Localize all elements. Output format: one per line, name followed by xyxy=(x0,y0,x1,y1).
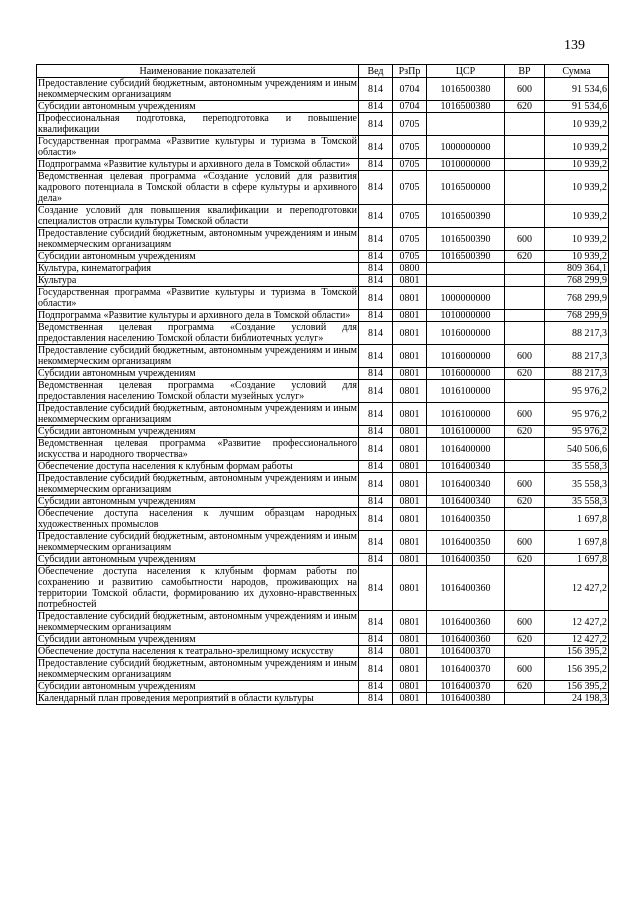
row-ved-cell: 814 xyxy=(359,426,393,438)
row-csr-cell: 1016500390 xyxy=(427,205,505,228)
row-sum-cell: 10 939,2 xyxy=(545,136,609,159)
page-number: 139 xyxy=(564,38,585,53)
row-sum-cell: 95 976,2 xyxy=(545,426,609,438)
row-name-cell: Календарный план проведения мероприятий в области культуры xyxy=(37,693,359,705)
table-row xyxy=(37,693,609,705)
column-header-rzpr: РзПр xyxy=(393,65,427,78)
row-csr-cell xyxy=(427,263,505,275)
row-name-cell: Предоставление субсидий бюджетным, автономным учреждениям и иным некоммерческим организациям xyxy=(38,473,357,495)
row-sum-cell: 35 558,3 xyxy=(545,496,609,508)
row-name-cell: Субсидии автономным учреждениям xyxy=(37,426,359,438)
row-sum-cell: 88 217,3 xyxy=(545,368,609,380)
row-csr-cell: 1016400340 xyxy=(427,473,505,496)
row-name-cell: Предоставление субсидий бюджетным, автономным учреждениям и иным некоммерческим организациям xyxy=(38,403,357,425)
table-row xyxy=(37,461,609,473)
row-name-cell: Субсидии автономным учреждениям xyxy=(37,101,359,113)
row-sum-cell: 12 427,2 xyxy=(545,634,609,646)
row-sum-cell: 10 939,2 xyxy=(545,171,609,205)
row-csr-cell: 1000000000 xyxy=(427,136,505,159)
row-rzpr-cell: 0801 xyxy=(393,322,427,345)
row-ved-cell: 814 xyxy=(359,438,393,461)
row-ved-cell: 814 xyxy=(359,380,393,403)
row-vr-cell: 600 xyxy=(505,473,545,496)
table-row xyxy=(37,611,609,634)
row-sum-cell: 156 395,2 xyxy=(545,646,609,658)
row-vr-cell: 600 xyxy=(505,228,545,251)
row-sum-cell: 10 939,2 xyxy=(545,159,609,171)
row-sum-cell: 156 395,2 xyxy=(545,658,609,681)
row-sum-cell: 10 939,2 xyxy=(545,205,609,228)
row-vr-cell xyxy=(505,275,545,287)
row-ved-cell: 814 xyxy=(359,646,393,658)
table-row xyxy=(37,403,609,426)
row-ved-cell: 814 xyxy=(359,136,393,159)
row-vr-cell: 620 xyxy=(505,426,545,438)
row-vr-cell: 600 xyxy=(505,658,545,681)
row-name-cell: Культура xyxy=(37,275,359,287)
row-csr-cell: 1016400370 xyxy=(427,681,505,693)
row-csr-cell: 1016400370 xyxy=(427,658,505,681)
row-ved-cell: 814 xyxy=(359,403,393,426)
row-ved-cell: 814 xyxy=(359,634,393,646)
row-rzpr-cell: 0801 xyxy=(393,461,427,473)
row-rzpr-cell: 0801 xyxy=(393,693,427,705)
table-row xyxy=(37,531,609,554)
row-rzpr-cell: 0705 xyxy=(393,228,427,251)
row-rzpr-cell: 0705 xyxy=(393,171,427,205)
row-ved-cell: 814 xyxy=(359,275,393,287)
table-row xyxy=(37,496,609,508)
row-name-cell: Ведомственная целевая программа «Создание условий для предоставления населению Томской области библиотечных услуг» xyxy=(38,322,357,344)
row-ved-cell: 814 xyxy=(359,310,393,322)
row-csr-cell: 1016000000 xyxy=(427,345,505,368)
row-ved-cell: 814 xyxy=(359,251,393,263)
row-ved-cell: 814 xyxy=(359,473,393,496)
row-sum-cell: 1 697,8 xyxy=(545,508,609,531)
row-vr-cell xyxy=(505,113,545,136)
table-row xyxy=(37,287,609,310)
row-sum-cell: 24 198,3 xyxy=(545,693,609,705)
row-rzpr-cell: 0705 xyxy=(393,136,427,159)
table-row xyxy=(37,554,609,566)
row-sum-cell: 88 217,3 xyxy=(545,345,609,368)
row-vr-cell: 620 xyxy=(505,634,545,646)
row-name-cell: Ведомственная целевая программа «Создание условий для предоставления населению Томской области музейных услуг» xyxy=(38,380,357,402)
row-name-cell: Субсидии автономным учреждениям xyxy=(37,496,359,508)
row-sum-cell: 1 697,8 xyxy=(545,531,609,554)
row-rzpr-cell: 0705 xyxy=(393,113,427,136)
row-sum-cell: 540 506,6 xyxy=(545,438,609,461)
row-ved-cell: 814 xyxy=(359,205,393,228)
table-row xyxy=(37,380,609,403)
row-rzpr-cell: 0705 xyxy=(393,251,427,263)
row-name-cell: Ведомственная целевая программа «Развитие профессионального искусства и народного творчества» xyxy=(38,438,357,460)
row-name-cell: Обеспечение доступа населения к лучшим образцам народных художественных промыслов xyxy=(38,508,357,530)
row-rzpr-cell: 0801 xyxy=(393,345,427,368)
column-header-ved: Вед xyxy=(359,65,393,78)
row-vr-cell xyxy=(505,310,545,322)
row-ved-cell: 814 xyxy=(359,693,393,705)
row-ved-cell: 814 xyxy=(359,681,393,693)
row-name-cell: Субсидии автономным учреждениям xyxy=(37,681,359,693)
row-ved-cell: 814 xyxy=(359,531,393,554)
row-name-cell: Обеспечение доступа населения к клубным формам работы по сохранению и развитию самобытности народов, проживающих на территории Томской области, формированию их духовно-нравственных потребностей xyxy=(38,566,357,610)
row-ved-cell: 814 xyxy=(359,554,393,566)
table-row xyxy=(37,473,609,496)
row-ved-cell: 814 xyxy=(359,113,393,136)
row-rzpr-cell: 0801 xyxy=(393,658,427,681)
row-csr-cell: 1016100000 xyxy=(427,426,505,438)
row-csr-cell: 1016400350 xyxy=(427,531,505,554)
row-ved-cell: 814 xyxy=(359,287,393,310)
row-vr-cell xyxy=(505,461,545,473)
table-row xyxy=(37,113,609,136)
row-name-cell: Обеспечение доступа населения к театрально-зрелищному искусству xyxy=(37,646,359,658)
row-rzpr-cell: 0801 xyxy=(393,473,427,496)
row-csr-cell: 1016000000 xyxy=(427,322,505,345)
row-vr-cell: 620 xyxy=(505,496,545,508)
row-csr-cell: 1016400380 xyxy=(427,693,505,705)
row-ved-cell: 814 xyxy=(359,263,393,275)
row-sum-cell: 12 427,2 xyxy=(545,611,609,634)
row-sum-cell: 12 427,2 xyxy=(545,566,609,611)
row-ved-cell: 814 xyxy=(359,159,393,171)
row-name-cell: Подпрограмма «Развитие культуры и архивного дела в Томской области» xyxy=(37,159,359,171)
row-name-cell: Подпрограмма «Развитие культуры и архивного дела в Томской области» xyxy=(37,310,359,322)
table-row xyxy=(37,368,609,380)
row-rzpr-cell: 0801 xyxy=(393,496,427,508)
table-row xyxy=(37,508,609,531)
row-rzpr-cell: 0801 xyxy=(393,380,427,403)
row-sum-cell: 768 299,9 xyxy=(545,275,609,287)
row-csr-cell: 1016400350 xyxy=(427,508,505,531)
row-sum-cell: 88 217,3 xyxy=(545,322,609,345)
row-ved-cell: 814 xyxy=(359,228,393,251)
row-ved-cell: 814 xyxy=(359,611,393,634)
row-ved-cell: 814 xyxy=(359,368,393,380)
row-sum-cell: 91 534,6 xyxy=(545,78,609,101)
table-row xyxy=(37,345,609,368)
column-header-vr: ВР xyxy=(505,65,545,78)
row-ved-cell: 814 xyxy=(359,322,393,345)
row-rzpr-cell: 0801 xyxy=(393,681,427,693)
row-name-cell: Субсидии автономным учреждениям xyxy=(37,251,359,263)
row-vr-cell xyxy=(505,136,545,159)
table-row xyxy=(37,310,609,322)
row-name-cell: Государственная программа «Развитие культуры и туризма в Томской области» xyxy=(38,136,357,158)
row-vr-cell: 600 xyxy=(505,78,545,101)
row-vr-cell xyxy=(505,438,545,461)
row-name-cell: Предоставление субсидий бюджетным, автономным учреждениям и иным некоммерческим организациям xyxy=(38,78,357,100)
row-vr-cell: 600 xyxy=(505,345,545,368)
row-name-cell: Предоставление субсидий бюджетным, автономным учреждениям и иным некоммерческим организациям xyxy=(38,345,357,367)
row-vr-cell xyxy=(505,263,545,275)
row-sum-cell: 156 395,2 xyxy=(545,681,609,693)
row-vr-cell xyxy=(505,380,545,403)
row-csr-cell: 1016500390 xyxy=(427,251,505,263)
row-rzpr-cell: 0801 xyxy=(393,287,427,310)
row-name-cell: Государственная программа «Развитие культуры и туризма в Томской области» xyxy=(38,287,357,309)
row-vr-cell: 620 xyxy=(505,101,545,113)
row-vr-cell xyxy=(505,322,545,345)
table-row xyxy=(37,136,609,159)
row-vr-cell xyxy=(505,693,545,705)
row-csr-cell: 1016500380 xyxy=(427,78,505,101)
table-row xyxy=(37,263,609,275)
row-ved-cell: 814 xyxy=(359,496,393,508)
row-csr-cell: 1016100000 xyxy=(427,403,505,426)
table-row xyxy=(37,205,609,228)
table-row xyxy=(37,275,609,287)
row-sum-cell: 95 976,2 xyxy=(545,403,609,426)
row-ved-cell: 814 xyxy=(359,101,393,113)
row-name-cell: Создание условий для повышения квалификации и переподготовки специалистов отрасли культуры Томской области xyxy=(38,205,357,227)
row-name-cell: Предоставление субсидий бюджетным, автономным учреждениям и иным некоммерческим организациям xyxy=(38,531,357,553)
column-header-csr: ЦСР xyxy=(427,65,505,78)
table-row xyxy=(37,228,609,251)
row-vr-cell xyxy=(505,508,545,531)
row-csr-cell: 1016400360 xyxy=(427,566,505,611)
table-header-row xyxy=(37,65,609,78)
row-rzpr-cell: 0801 xyxy=(393,554,427,566)
row-rzpr-cell: 0801 xyxy=(393,438,427,461)
row-vr-cell xyxy=(505,566,545,611)
row-rzpr-cell: 0705 xyxy=(393,159,427,171)
table-row xyxy=(37,251,609,263)
row-rzpr-cell: 0801 xyxy=(393,508,427,531)
row-sum-cell: 35 558,3 xyxy=(545,461,609,473)
table-row xyxy=(37,322,609,345)
row-sum-cell: 95 976,2 xyxy=(545,380,609,403)
row-rzpr-cell: 0801 xyxy=(393,646,427,658)
table-row xyxy=(37,171,609,205)
row-ved-cell: 814 xyxy=(359,78,393,101)
row-csr-cell: 1016100000 xyxy=(427,380,505,403)
row-sum-cell: 10 939,2 xyxy=(545,228,609,251)
table-row xyxy=(37,101,609,113)
table-row xyxy=(37,658,609,681)
table-row xyxy=(37,438,609,461)
row-sum-cell: 10 939,2 xyxy=(545,251,609,263)
row-sum-cell: 768 299,9 xyxy=(545,310,609,322)
row-name-cell: Профессиональная подготовка, переподготовка и повышение квалификации xyxy=(38,113,357,135)
table-row xyxy=(37,426,609,438)
row-sum-cell: 10 939,2 xyxy=(545,113,609,136)
row-vr-cell xyxy=(505,159,545,171)
row-vr-cell: 600 xyxy=(505,531,545,554)
table-body xyxy=(37,78,609,705)
row-rzpr-cell: 0801 xyxy=(393,634,427,646)
column-header-sum: Сумма xyxy=(545,65,609,78)
row-rzpr-cell: 0801 xyxy=(393,611,427,634)
row-csr-cell: 1016000000 xyxy=(427,368,505,380)
row-rzpr-cell: 0801 xyxy=(393,310,427,322)
row-name-cell: Предоставление субсидий бюджетным, автономным учреждениям и иным некоммерческим организациям xyxy=(38,658,357,680)
row-ved-cell: 814 xyxy=(359,461,393,473)
row-rzpr-cell: 0801 xyxy=(393,531,427,554)
row-csr-cell xyxy=(427,113,505,136)
column-header-name: Наименование показателей xyxy=(37,65,359,78)
row-name-cell: Субсидии автономным учреждениям xyxy=(37,368,359,380)
budget-table xyxy=(36,64,609,705)
row-ved-cell: 814 xyxy=(359,171,393,205)
table-row xyxy=(37,566,609,611)
row-csr-cell: 1016400340 xyxy=(427,461,505,473)
row-vr-cell xyxy=(505,287,545,310)
table-row xyxy=(37,634,609,646)
row-name-cell: Ведомственная целевая программа «Создание условий для развития кадрового потенциала в Томской области в сфере культуры и архивного дела» xyxy=(38,171,357,204)
row-rzpr-cell: 0800 xyxy=(393,263,427,275)
row-name-cell: Культура, кинематография xyxy=(37,263,359,275)
row-csr-cell: 1010000000 xyxy=(427,159,505,171)
row-rzpr-cell: 0801 xyxy=(393,403,427,426)
row-csr-cell: 1016400360 xyxy=(427,611,505,634)
table-row xyxy=(37,646,609,658)
row-vr-cell xyxy=(505,205,545,228)
row-csr-cell: 1000000000 xyxy=(427,287,505,310)
row-sum-cell: 1 697,8 xyxy=(545,554,609,566)
table-row xyxy=(37,681,609,693)
row-csr-cell: 1016400000 xyxy=(427,438,505,461)
row-csr-cell: 1016400340 xyxy=(427,496,505,508)
row-rzpr-cell: 0801 xyxy=(393,368,427,380)
row-vr-cell: 600 xyxy=(505,611,545,634)
row-rzpr-cell: 0704 xyxy=(393,101,427,113)
row-csr-cell: 1016400350 xyxy=(427,554,505,566)
table-row xyxy=(37,159,609,171)
row-csr-cell: 1016500000 xyxy=(427,171,505,205)
row-name-cell: Субсидии автономным учреждениям xyxy=(37,554,359,566)
row-sum-cell: 768 299,9 xyxy=(545,287,609,310)
row-vr-cell: 620 xyxy=(505,681,545,693)
row-vr-cell: 600 xyxy=(505,403,545,426)
row-rzpr-cell: 0705 xyxy=(393,205,427,228)
row-name-cell: Предоставление субсидий бюджетным, автономным учреждениям и иным некоммерческим организациям xyxy=(38,611,357,633)
table-row xyxy=(37,78,609,101)
row-csr-cell: 1016400370 xyxy=(427,646,505,658)
row-rzpr-cell: 0801 xyxy=(393,426,427,438)
row-name-cell: Предоставление субсидий бюджетным, автономным учреждениям и иным некоммерческим организациям xyxy=(38,228,357,250)
row-csr-cell: 1010000000 xyxy=(427,310,505,322)
row-vr-cell xyxy=(505,646,545,658)
row-ved-cell: 814 xyxy=(359,508,393,531)
row-name-cell: Обеспечение доступа населения к клубным формам работы xyxy=(37,461,359,473)
row-vr-cell: 620 xyxy=(505,554,545,566)
row-sum-cell: 35 558,3 xyxy=(545,473,609,496)
row-ved-cell: 814 xyxy=(359,345,393,368)
row-name-cell: Субсидии автономным учреждениям xyxy=(37,634,359,646)
row-vr-cell: 620 xyxy=(505,368,545,380)
row-rzpr-cell: 0704 xyxy=(393,78,427,101)
row-csr-cell: 1016500390 xyxy=(427,228,505,251)
row-csr-cell xyxy=(427,275,505,287)
row-sum-cell: 91 534,6 xyxy=(545,101,609,113)
row-ved-cell: 814 xyxy=(359,566,393,611)
row-sum-cell: 809 364,1 xyxy=(545,263,609,275)
row-ved-cell: 814 xyxy=(359,658,393,681)
row-vr-cell xyxy=(505,171,545,205)
row-rzpr-cell: 0801 xyxy=(393,275,427,287)
row-rzpr-cell: 0801 xyxy=(393,566,427,611)
row-vr-cell: 620 xyxy=(505,251,545,263)
row-csr-cell: 1016500380 xyxy=(427,101,505,113)
row-csr-cell: 1016400360 xyxy=(427,634,505,646)
